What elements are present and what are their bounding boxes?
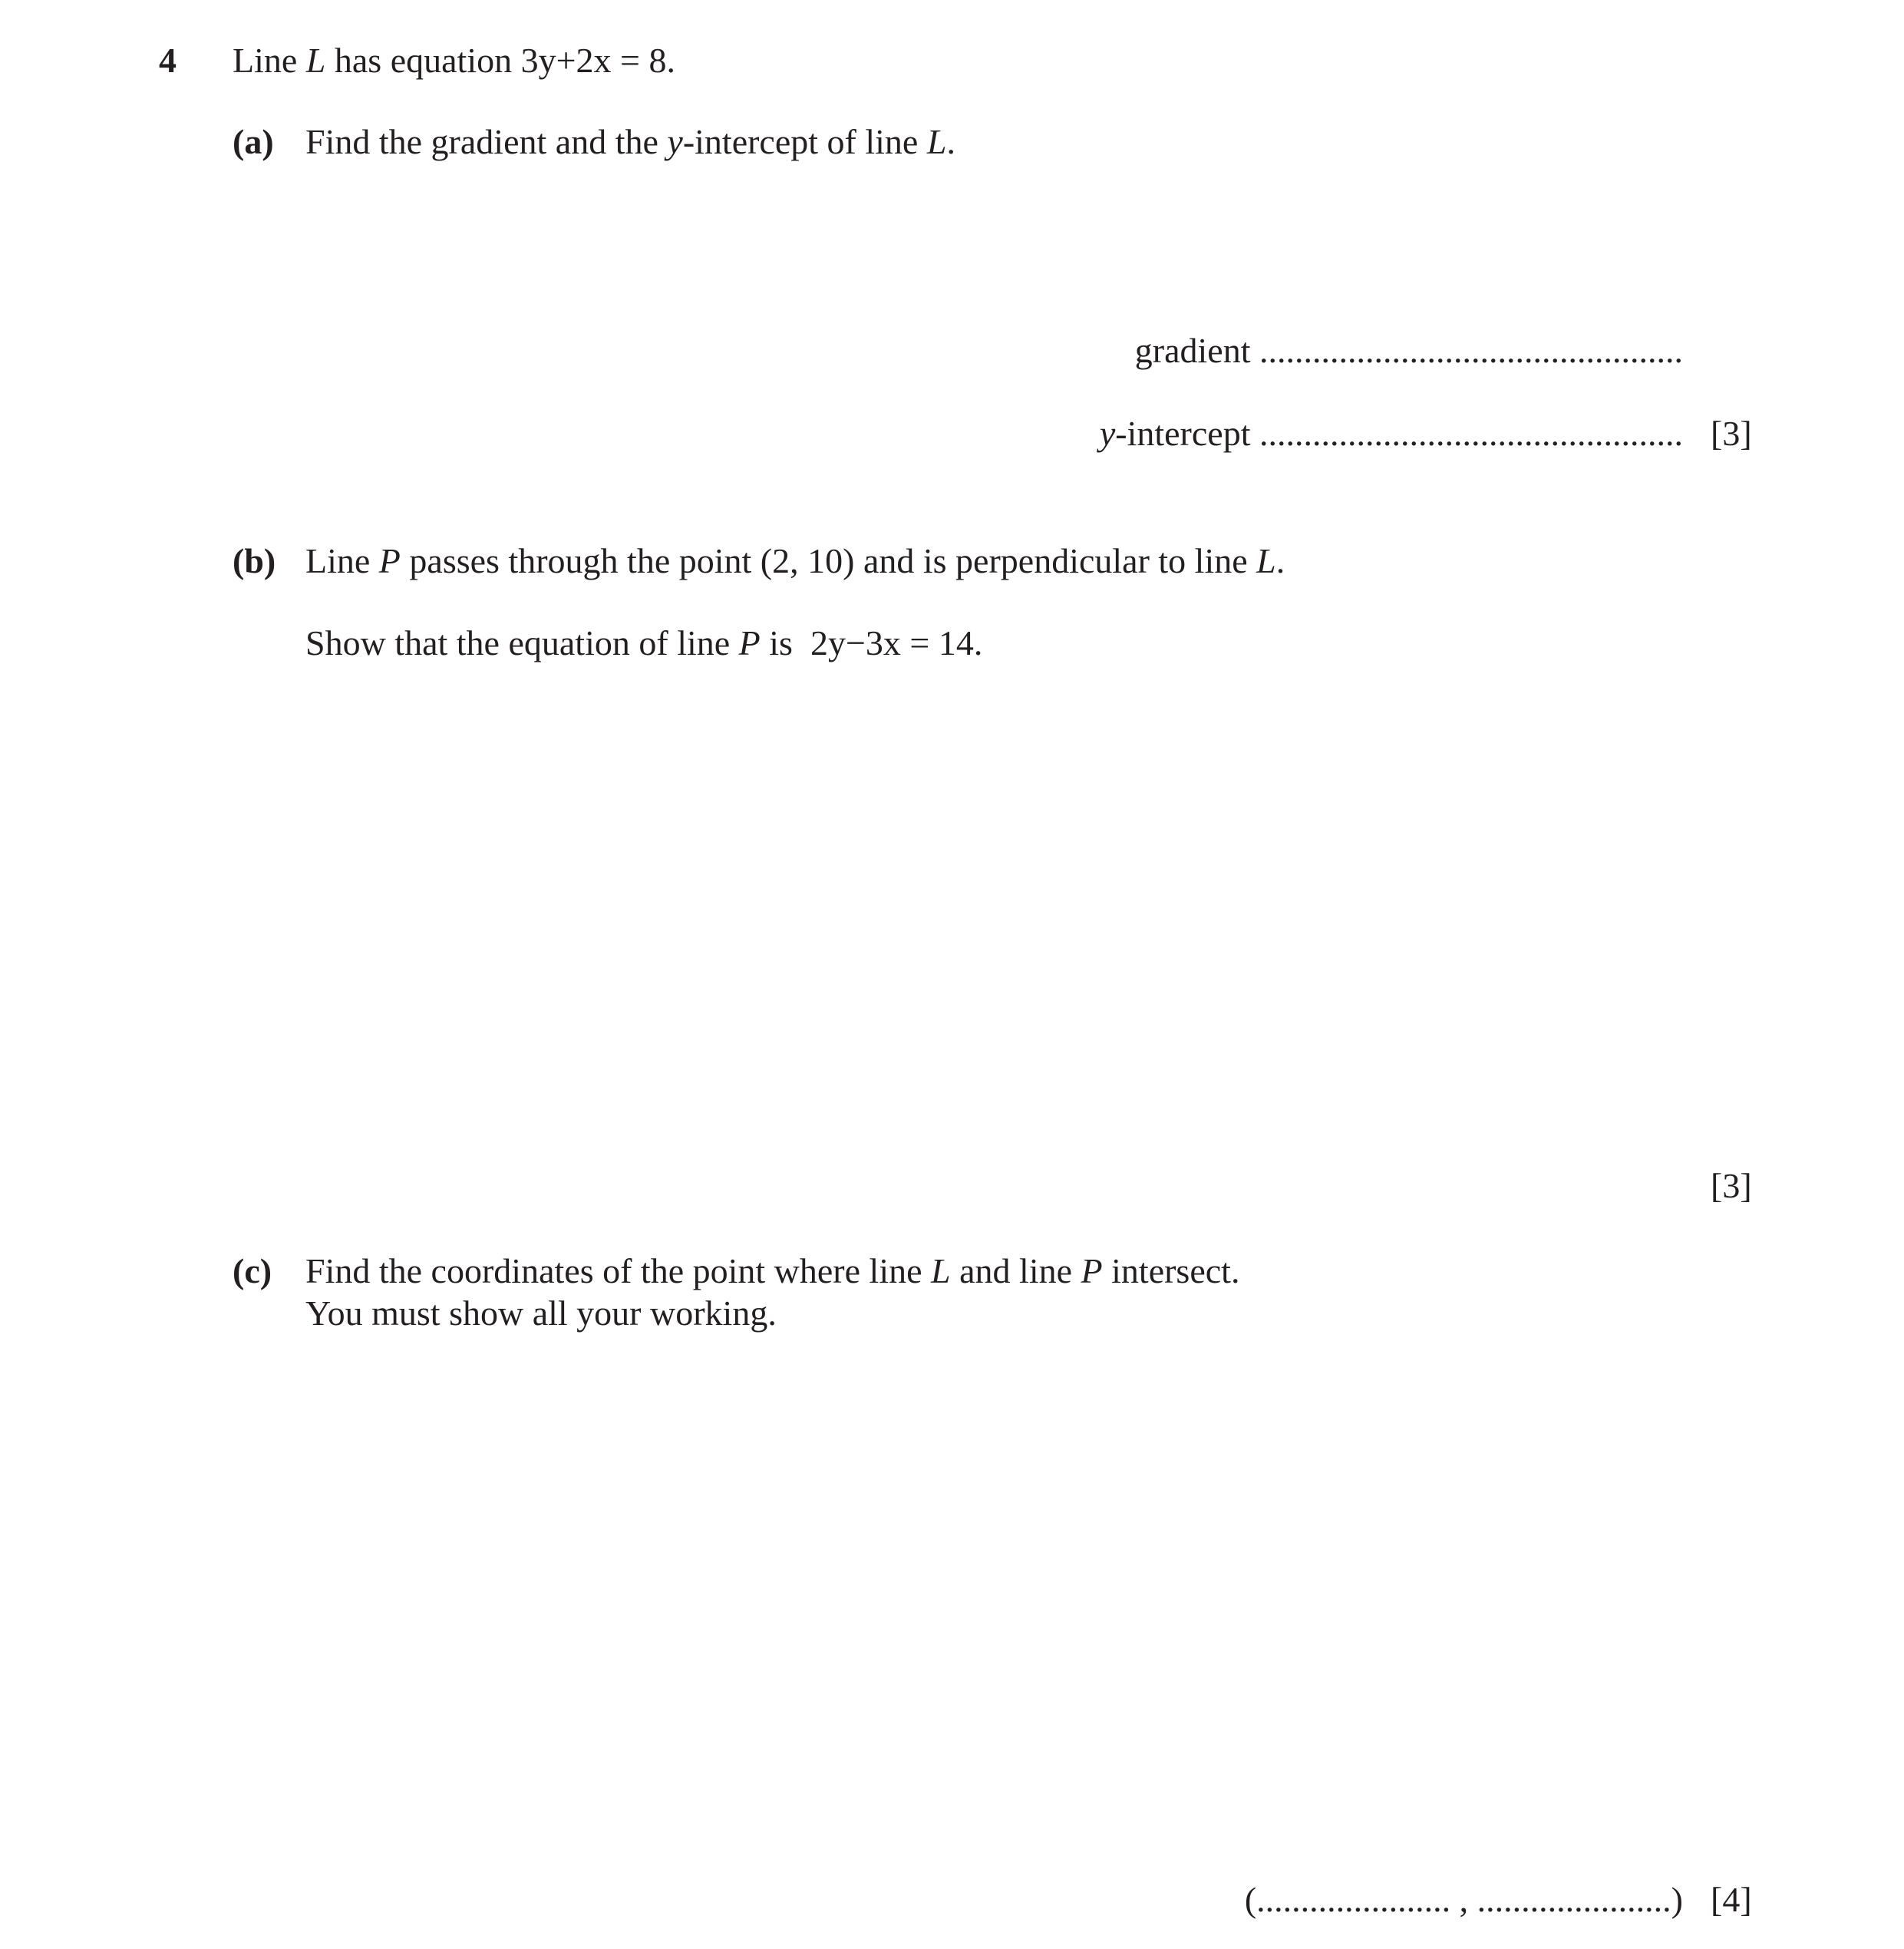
part-c-line1-pre: Find the coordinates of the point where line	[305, 1251, 932, 1290]
y-intercept-dots[interactable]: ................................................	[1259, 414, 1683, 453]
part-b-line2-mid: is	[760, 623, 810, 662]
part-a-var-y: y	[667, 122, 683, 161]
stem-var-l: L	[305, 41, 326, 80]
part-c-line1-end: intersect.	[1102, 1251, 1240, 1290]
part-c-label: (c)	[233, 1251, 272, 1290]
coordinates-answer-line[interactable]: (...................... , ......................)	[1244, 1880, 1683, 1919]
part-a-text-pre: Find the gradient and the	[305, 122, 668, 161]
y-intercept-var: y	[1099, 414, 1116, 453]
part-b-var-p: P	[378, 541, 401, 580]
part-b-marks: [3]	[1711, 1166, 1752, 1205]
part-a-label: (a)	[233, 122, 274, 161]
part-b-line2-var-p: P	[738, 623, 761, 662]
stem-equation: 3y+2x = 8.	[520, 41, 675, 80]
part-c-line2: You must show all your working.	[305, 1293, 777, 1333]
part-a-text-end: .	[946, 122, 955, 161]
part-c-line1	[305, 1251, 1240, 1290]
question-stem	[233, 43, 675, 78]
question-number: 4	[159, 41, 177, 80]
gradient-dots[interactable]: ................................................	[1259, 331, 1683, 370]
stem-text-mid: has equation	[325, 41, 521, 80]
part-b-line1-mid: passes through the point (2, 10) and is perpendicular to line	[400, 541, 1257, 580]
part-b-line1-end: .	[1275, 541, 1285, 580]
stem-text-pre: Line	[233, 41, 306, 80]
part-a-text-post: -intercept of line	[682, 122, 927, 161]
part-a-text	[305, 124, 955, 160]
part-b-line1	[305, 543, 1285, 579]
part-a-var-l: L	[926, 122, 947, 161]
part-b-line2	[305, 623, 983, 662]
part-b-var-l: L	[1256, 541, 1276, 580]
y-intercept-answer-line[interactable]	[1100, 416, 1683, 451]
gradient-label: gradient	[1134, 331, 1251, 370]
part-b-equation: 2y−3x = 14.	[810, 623, 983, 662]
y-intercept-label: -intercept	[1115, 414, 1251, 453]
part-b-line2-pre: Show that the equation of line	[305, 623, 739, 662]
part-b-line1-pre: Line	[305, 541, 379, 580]
part-c-marks: [4]	[1711, 1880, 1752, 1919]
part-c-line1-mid: and line	[950, 1251, 1081, 1290]
gradient-answer-line[interactable]	[1135, 333, 1683, 368]
part-c-var-p: P	[1081, 1251, 1103, 1290]
part-b-label: (b)	[233, 541, 276, 580]
part-a-marks: [3]	[1711, 414, 1752, 453]
part-c-var-l: L	[931, 1251, 951, 1290]
